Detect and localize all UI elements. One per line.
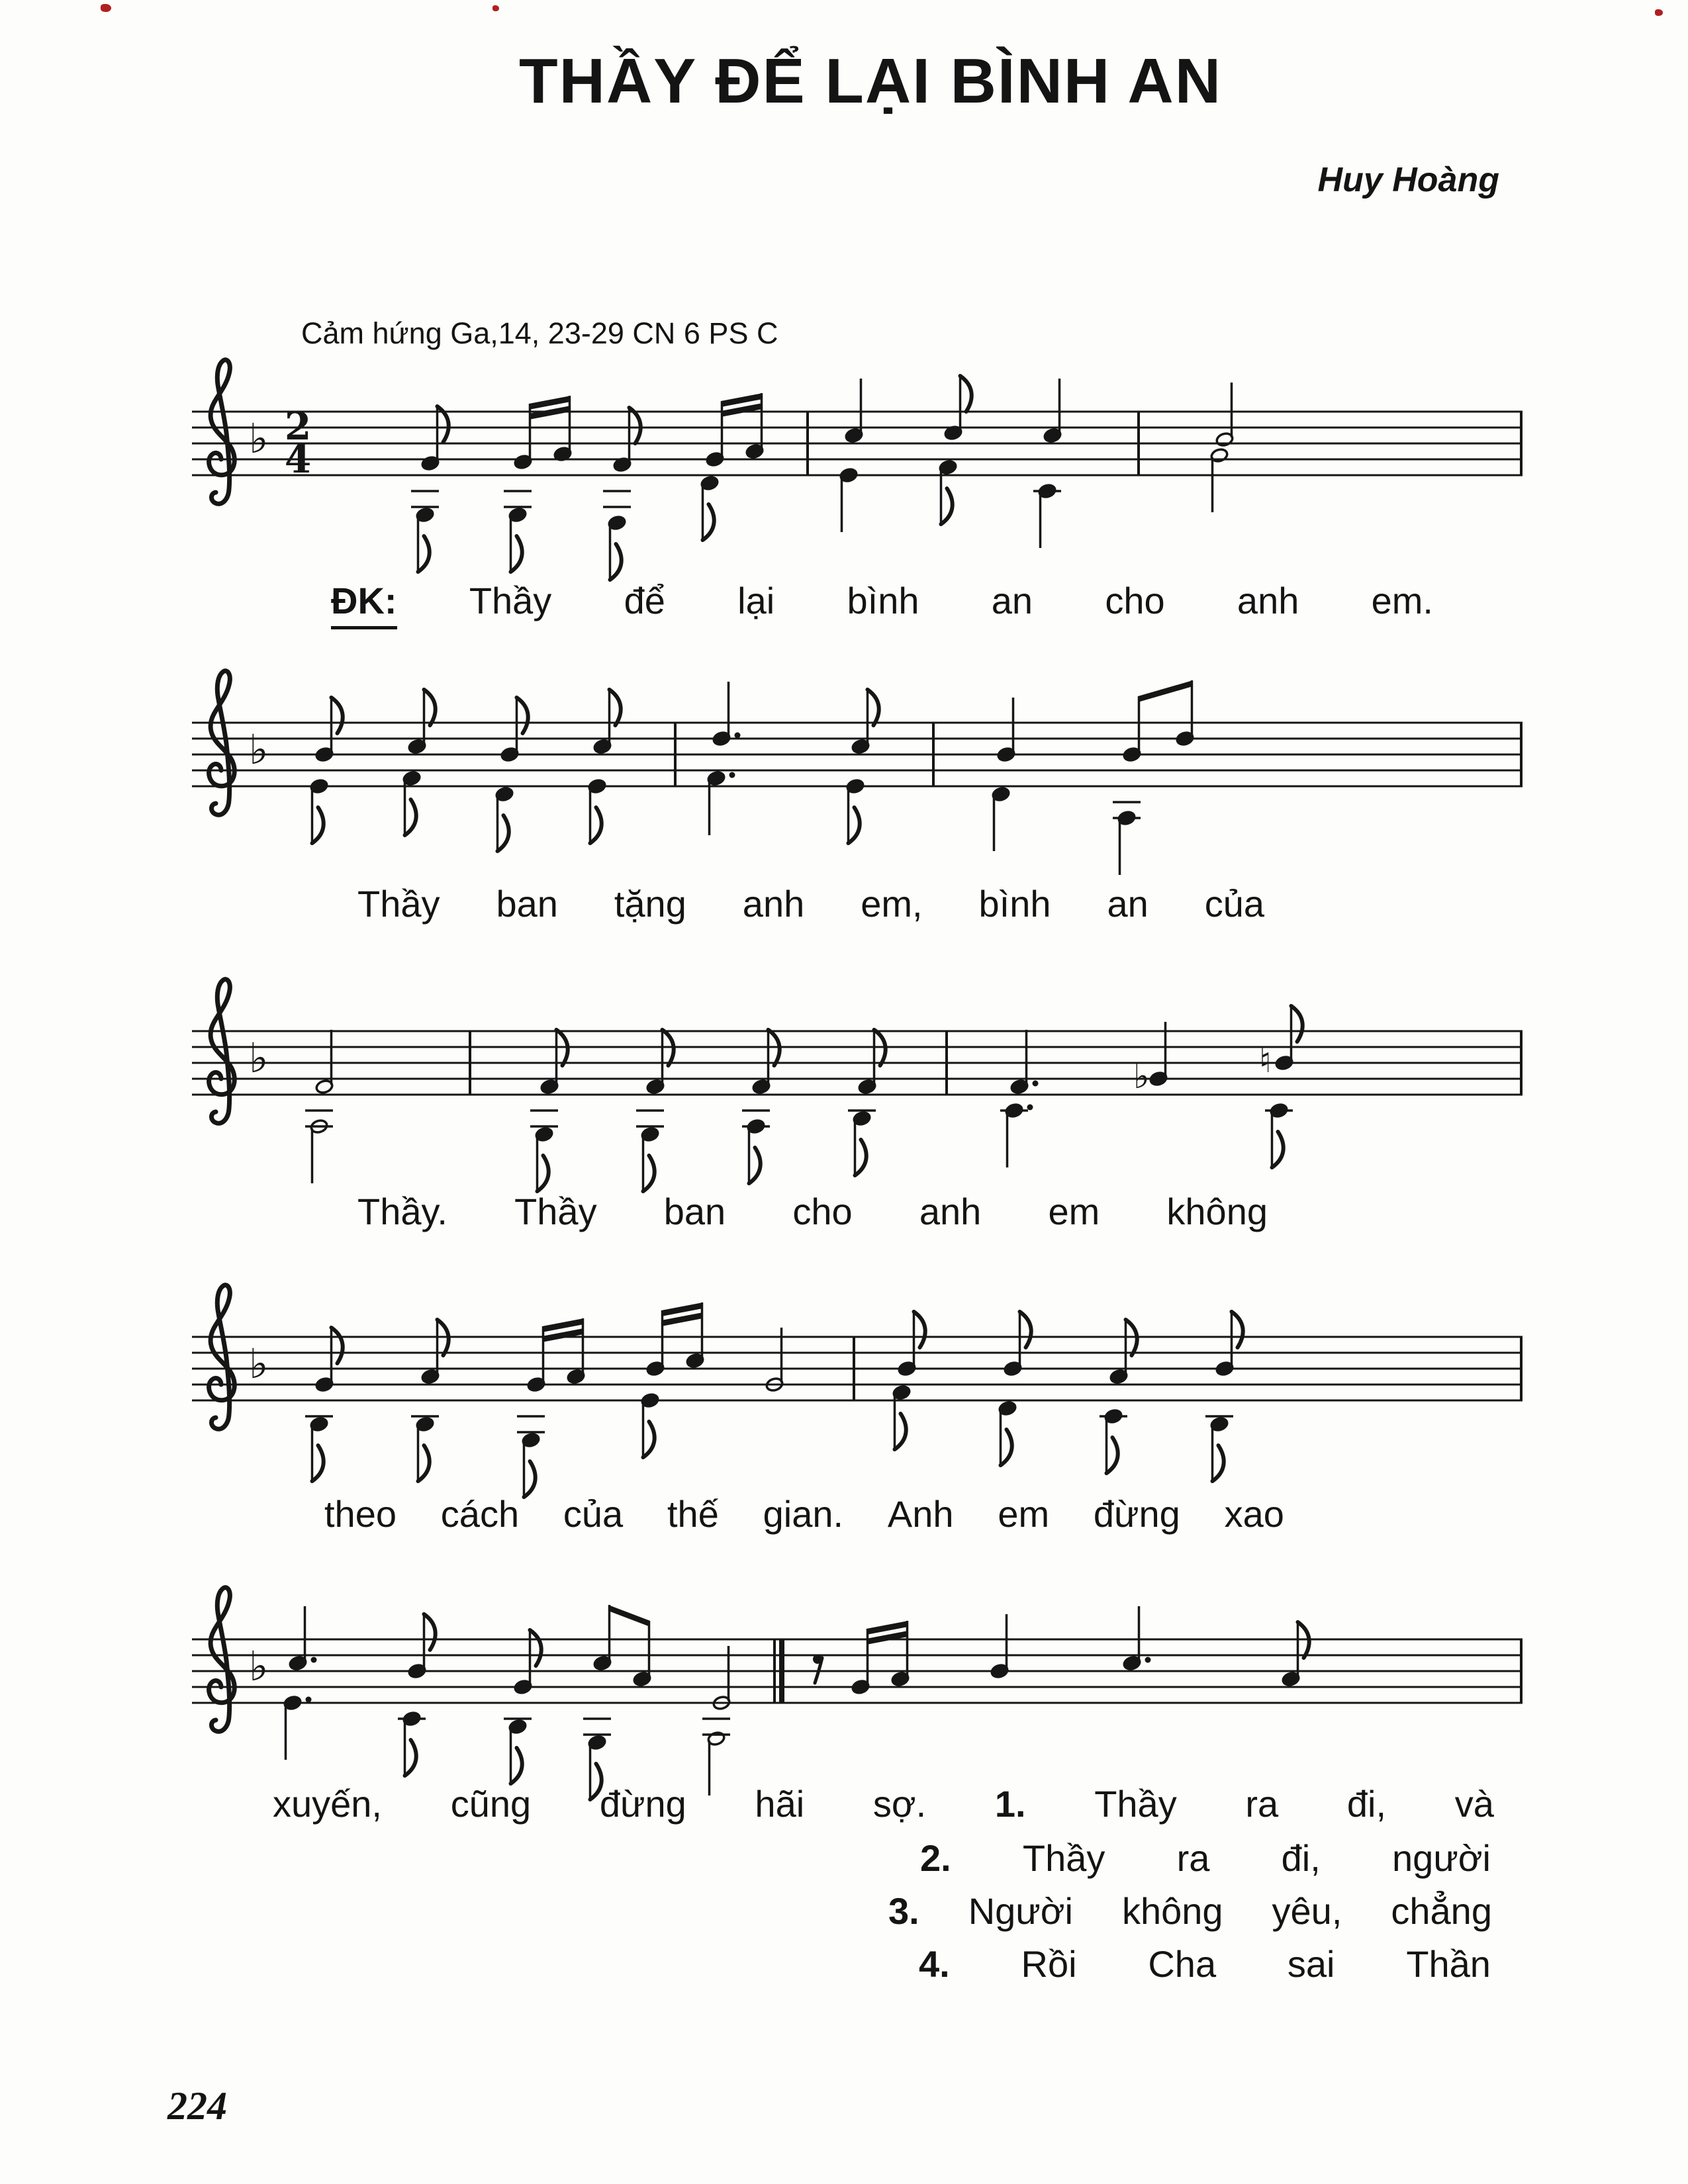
lyric-word: không bbox=[1121, 1890, 1223, 1932]
lyric-word: đi, bbox=[1281, 1837, 1321, 1879]
staff-system-3 bbox=[192, 952, 1536, 1216]
lyric-word: an bbox=[991, 580, 1033, 621]
page-number: 224 bbox=[167, 2084, 227, 2128]
svg-text:♭: ♭ bbox=[1133, 1057, 1150, 1097]
lyric-word: an bbox=[1107, 883, 1149, 925]
lyric-line-verse-3 bbox=[888, 1888, 1492, 1935]
key-signature-flat-icon: ♭ bbox=[249, 414, 269, 463]
lyric-word: 4. bbox=[919, 1943, 950, 1985]
lyric-word: cũng bbox=[450, 1783, 532, 1825]
scan-artifact bbox=[101, 4, 111, 12]
lyric-word: ban bbox=[496, 883, 558, 925]
music-staff-svg bbox=[192, 332, 1536, 597]
lyric-word: Rồi bbox=[1021, 1943, 1077, 1985]
music-staff-svg bbox=[192, 952, 1536, 1216]
key-signature-flat-icon: ♭ bbox=[249, 1034, 269, 1082]
treble-clef-icon bbox=[209, 360, 235, 504]
lyric-word: thế bbox=[667, 1493, 719, 1535]
lyric-word: Thầy bbox=[1022, 1837, 1105, 1879]
key-signature-flat-icon: ♭ bbox=[249, 1642, 269, 1690]
treble-clef-icon bbox=[209, 979, 235, 1124]
lyric-word: Người bbox=[968, 1890, 1073, 1932]
lyric-word: không bbox=[1166, 1191, 1268, 1232]
key-signature-flat-icon: ♭ bbox=[249, 1340, 269, 1388]
lyric-word: đừng bbox=[599, 1783, 686, 1825]
lyric-word: Thầy bbox=[469, 580, 552, 621]
inspiration-reference: Cảm hứng Ga,14, 23-29 CN 6 PS C bbox=[301, 316, 778, 350]
lyric-word: sai bbox=[1287, 1943, 1335, 1985]
treble-clef-icon bbox=[209, 1285, 235, 1430]
lyric-word: em bbox=[1048, 1191, 1100, 1232]
lyric-word: Thầy bbox=[514, 1191, 597, 1232]
lyric-line-4 bbox=[324, 1490, 1284, 1538]
lyric-word: Thầy. bbox=[357, 1191, 447, 1232]
lyric-word: ra bbox=[1245, 1783, 1279, 1825]
lyric-line-5-verse-1 bbox=[273, 1780, 1494, 1828]
time-signature-numerator: 2 bbox=[284, 404, 312, 449]
lyric-word: cách bbox=[440, 1493, 520, 1535]
lyric-word: Thầy bbox=[1094, 1783, 1177, 1825]
lyric-word: hãi bbox=[755, 1783, 805, 1825]
lyric-word: sợ. bbox=[872, 1783, 927, 1825]
composer-name: Huy Hoàng bbox=[1317, 161, 1499, 199]
lyric-word: đi, bbox=[1346, 1783, 1387, 1825]
music-staff-svg bbox=[192, 1257, 1536, 1522]
lyric-line-refrain bbox=[331, 577, 1433, 629]
staff-system-2 bbox=[192, 643, 1536, 908]
key-signature-flat-icon: ♭ bbox=[249, 725, 269, 774]
staff-system-4 bbox=[192, 1257, 1536, 1522]
lyric-word: anh bbox=[742, 883, 805, 925]
lyric-word: của bbox=[1204, 883, 1264, 925]
lyric-word: em. bbox=[1371, 580, 1433, 621]
scan-artifact bbox=[492, 5, 499, 11]
lyric-word: gian. bbox=[763, 1493, 844, 1535]
lyric-word: đừng bbox=[1093, 1493, 1180, 1535]
song-title: THẦY ĐỂ LẠI BÌNH AN bbox=[518, 46, 1223, 116]
lyric-line-verse-2 bbox=[920, 1835, 1491, 1882]
lyric-word: theo bbox=[324, 1493, 397, 1535]
lyric-word: cho bbox=[792, 1191, 853, 1232]
lyric-word: ra bbox=[1176, 1837, 1210, 1879]
lyric-word: anh bbox=[919, 1191, 982, 1232]
lyric-word: cho bbox=[1105, 580, 1165, 621]
lyric-word: bình bbox=[847, 580, 919, 621]
lyric-word: Anh bbox=[887, 1493, 954, 1535]
lyric-word: tặng bbox=[614, 883, 686, 925]
music-staff-svg bbox=[192, 643, 1536, 908]
lyric-word: em bbox=[998, 1493, 1050, 1535]
svg-text:♮: ♮ bbox=[1259, 1041, 1272, 1081]
lyric-word: em, bbox=[861, 883, 923, 925]
scan-artifact bbox=[1655, 9, 1663, 16]
lyric-word: xao bbox=[1224, 1493, 1284, 1535]
lyric-word: và bbox=[1454, 1783, 1494, 1825]
lyric-word: chẳng bbox=[1391, 1890, 1492, 1932]
refrain-label: ĐK: bbox=[331, 577, 397, 629]
lyric-word: để bbox=[624, 580, 665, 621]
lyric-word: người bbox=[1392, 1837, 1491, 1879]
lyric-word: Thầy bbox=[357, 883, 440, 925]
lyric-word: 3. bbox=[888, 1890, 919, 1932]
treble-clef-icon bbox=[209, 671, 235, 815]
treble-clef-icon bbox=[209, 1588, 235, 1732]
staff-system-1 bbox=[192, 332, 1536, 597]
lyric-word: Cha bbox=[1148, 1943, 1217, 1985]
lyric-word: anh bbox=[1237, 580, 1299, 621]
lyric-line-3 bbox=[357, 1188, 1268, 1236]
lyric-word: yêu, bbox=[1272, 1890, 1342, 1932]
time-signature-denominator: 4 bbox=[284, 437, 312, 482]
lyric-word: Thần bbox=[1406, 1943, 1491, 1985]
lyric-word: của bbox=[563, 1493, 624, 1535]
lyric-word: 1. bbox=[994, 1783, 1026, 1825]
lyric-word: ban bbox=[663, 1191, 726, 1232]
lyric-line-verse-4 bbox=[919, 1940, 1491, 1988]
lyric-word: bình bbox=[978, 883, 1051, 925]
lyric-line-2 bbox=[357, 880, 1264, 928]
lyric-word: lại bbox=[737, 580, 775, 621]
lyric-word: 2. bbox=[920, 1837, 951, 1879]
lyric-word: xuyến, bbox=[273, 1783, 382, 1825]
